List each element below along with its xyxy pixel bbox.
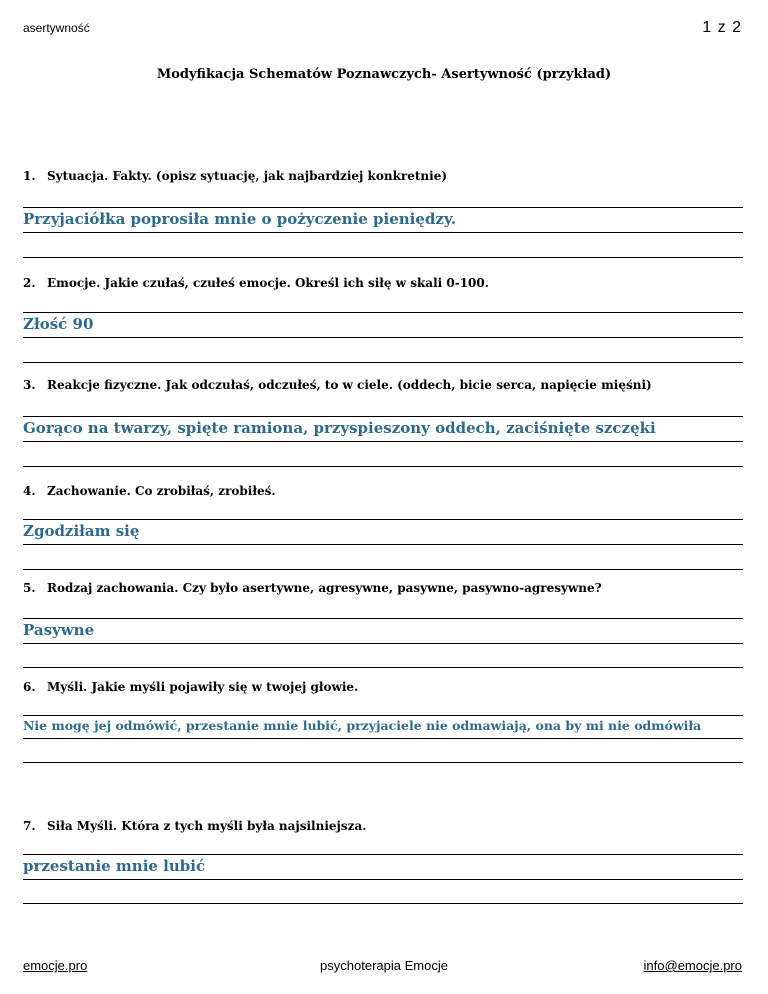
- answer-line: [23, 337, 743, 338]
- question-4: [23, 484, 276, 498]
- website-link[interactable]: emocje.pro: [23, 958, 88, 973]
- question-text: Reakcje fizyczne. Jak odczułaś, odczułeś, to w ciele. (oddech, bicie serca, napięcie mięśni): [47, 378, 652, 392]
- answer-line: [23, 715, 743, 716]
- answer-line: [23, 879, 743, 880]
- question-number: 2.: [23, 276, 36, 290]
- answer-line: [23, 441, 743, 442]
- page-number: 1 z 2: [702, 19, 742, 36]
- question-3: [23, 378, 652, 392]
- question-text: Myśli. Jakie myśli pojawiły się w twojej głowie.: [47, 680, 359, 694]
- question-text: Sytuacja. Fakty. (opisz sytuację, jak najbardziej konkretnie): [47, 169, 448, 183]
- question-number: 3.: [23, 378, 36, 392]
- answer-5: Pasywne: [23, 621, 95, 639]
- answer-4: Zgodziłam się: [23, 522, 140, 540]
- question-number: 4.: [23, 484, 36, 498]
- answer-line: [23, 544, 743, 545]
- question-1: [23, 169, 447, 183]
- answer-line: [23, 903, 743, 904]
- question-number: 5.: [23, 581, 36, 595]
- question-6: [23, 680, 358, 694]
- question-text: Zachowanie. Co zrobiłaś, zrobiłeś.: [47, 484, 276, 498]
- footer-email[interactable]: [644, 958, 742, 973]
- answer-line: [23, 667, 743, 668]
- answer-6: Nie mogę jej odmówić, przestanie mnie lubić, przyjaciele nie odmawiają, ona by mi nie odmówiła: [23, 718, 702, 733]
- answer-line: [23, 738, 743, 739]
- answer-line: [23, 466, 743, 467]
- answer-1: Przyjaciółka poprosiła mnie o pożyczenie pieniędzy.: [23, 210, 457, 228]
- answer-line: [23, 416, 743, 417]
- question-text: Rodzaj zachowania. Czy było asertywne, agresywne, pasywne, pasywno-agresywne?: [47, 581, 602, 595]
- footer-center-text: psychoterapia Emocje: [320, 958, 448, 973]
- answer-line: [23, 762, 743, 763]
- answer-2: Złość 90: [23, 315, 94, 333]
- answer-line: [23, 618, 743, 619]
- answer-7: przestanie mnie lubić: [23, 857, 206, 875]
- question-2: [23, 276, 489, 290]
- question-7: [23, 819, 366, 833]
- answer-line: [23, 232, 743, 233]
- question-number: 1.: [23, 169, 36, 183]
- question-text: Emocje. Jakie czułaś, czułeś emocje. Określ ich siłę w skali 0-100.: [47, 276, 489, 290]
- question-number: 7.: [23, 819, 36, 833]
- answer-3: Gorąco na twarzy, spięte ramiona, przyspieszony oddech, zaciśnięte szczęki: [23, 419, 656, 437]
- answer-line: [23, 207, 743, 208]
- answer-line: [23, 312, 743, 313]
- header-doc-label: asertywność: [23, 21, 90, 35]
- answer-line: [23, 519, 743, 520]
- document-title: Modyfikacja Schematów Poznawczych- Asertywność (przykład): [156, 67, 612, 82]
- question-5: [23, 581, 602, 595]
- answer-line: [23, 643, 743, 644]
- answer-line: [23, 362, 743, 363]
- answer-line: [23, 854, 743, 855]
- answer-line: [23, 569, 743, 570]
- answer-line: [23, 257, 743, 258]
- question-text: Siła Myśli. Która z tych myśli była najsilniejsza.: [47, 819, 367, 833]
- question-number: 6.: [23, 680, 36, 694]
- email-link[interactable]: info@emocje.pro: [643, 958, 742, 973]
